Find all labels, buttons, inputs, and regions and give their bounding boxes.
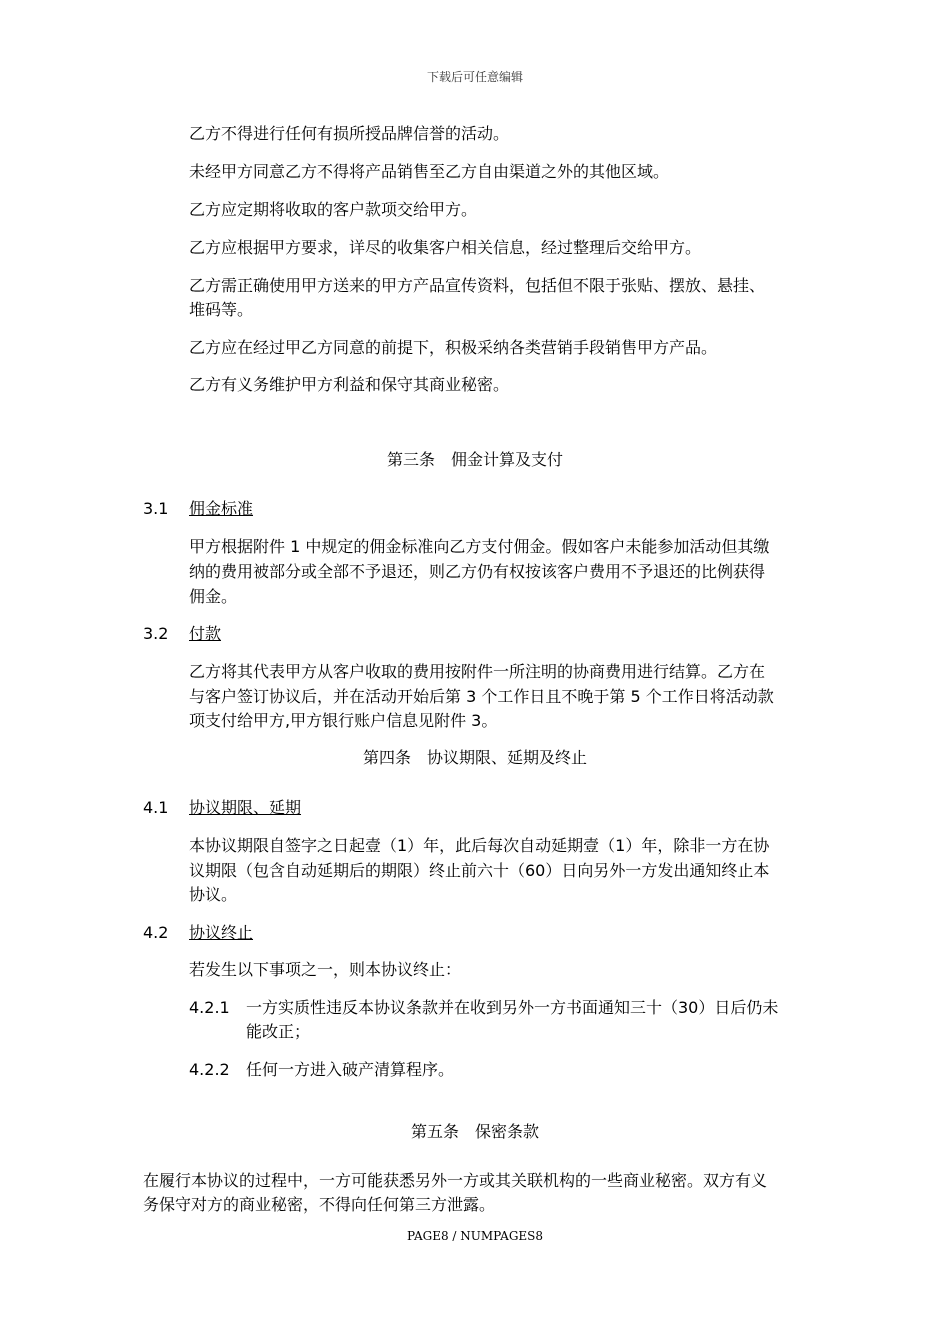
section-3-2-line: 乙方将其代表甲方从客户收取的费用按附件一所注明的协商费用进行结算。乙方在: [189, 662, 766, 681]
obligation-line: 乙方不得进行任何有损所授品牌信誉的活动。: [189, 124, 510, 143]
article-5-title: 第五条 保密条款: [410, 1122, 539, 1141]
section-3-1-heading: 佣金标准: [189, 499, 254, 518]
article-3-title: 第三条 佣金计算及支付: [386, 450, 563, 469]
article-5-line: 务保守对方的商业秘密，不得向任何第三方泄露。: [143, 1195, 496, 1214]
section-3-2-number: 3.2: [143, 624, 169, 643]
obligation-line: 乙方应定期将收取的客户款项交给甲方。: [189, 200, 478, 219]
article-4-title: 第四条 协议期限、延期及终止: [362, 748, 587, 767]
section-3-2-line: 与客户签订协议后，并在活动开始后第 3 个工作日且不晚于第 5 个工作日将活动款: [189, 687, 774, 706]
section-4-1-line: 本协议期限自签字之日起壹（1）年，此后每次自动延期壹（1）年，除非一方在协: [189, 836, 770, 855]
section-3-2-line: 项支付给甲方,甲方银行账户信息见附件 3。: [189, 711, 498, 730]
obligation-line: 乙方需正确使用甲方送来的甲方产品宣传资料，包括但不限于张贴、摆放、悬挂、: [189, 276, 766, 295]
item-4-2-1-line: 一方实质性违反本协议条款并在收到另外一方书面通知三十（30）日后仍未: [246, 998, 779, 1017]
item-4-2-2-line: 任何一方进入破产清算程序。: [246, 1060, 455, 1079]
obligation-line: 乙方应根据甲方要求，详尽的收集客户相关信息，经过整理后交给甲方。: [189, 238, 702, 257]
page-header: 下载后可任意编辑: [426, 70, 523, 84]
section-3-2-heading: 付款: [189, 624, 222, 643]
section-4-2-number: 4.2: [143, 923, 169, 942]
obligation-line: 乙方有义务维护甲方利益和保守其商业秘密。: [189, 375, 510, 394]
section-4-1-line: 协议。: [189, 885, 238, 904]
section-3-1-line: 甲方根据附件 1 中规定的佣金标准向乙方支付佣金。假如客户未能参加活动但其缴: [189, 537, 770, 556]
section-4-1-heading: 协议期限、延期: [189, 798, 302, 817]
item-4-2-2-number: 4.2.2: [189, 1060, 230, 1079]
section-4-1-number: 4.1: [143, 798, 169, 817]
section-4-1-line: 议期限（包含自动延期后的期限）终止前六十（60）日向另外一方发出通知终止本: [189, 861, 770, 880]
section-4-2-heading: 协议终止: [189, 923, 254, 942]
obligation-line: 堆码等。: [189, 300, 254, 319]
section-3-1-line: 纳的费用被部分或全部不予退还，则乙方仍有权按该客户费用不予退还的比例获得: [189, 562, 766, 581]
item-4-2-1-number: 4.2.1: [189, 998, 230, 1017]
obligation-line: 乙方应在经过甲乙方同意的前提下，积极采纳各类营销手段销售甲方产品。: [189, 338, 718, 357]
section-3-1-number: 3.1: [143, 499, 169, 518]
item-4-2-1-line: 能改正；: [246, 1022, 311, 1041]
obligation-line: 未经甲方同意乙方不得将产品销售至乙方自由渠道之外的其他区域。: [189, 162, 670, 181]
section-3-1-line: 佣金。: [189, 587, 238, 606]
article-5-line: 在履行本协议的过程中，一方可能获悉另外一方或其关联机构的一些商业秘密。双方有义: [143, 1171, 768, 1190]
page-footer: PAGE8 / NUMPAGES8: [406, 1229, 544, 1243]
section-4-2-intro: 若发生以下事项之一，则本协议终止：: [189, 960, 462, 979]
